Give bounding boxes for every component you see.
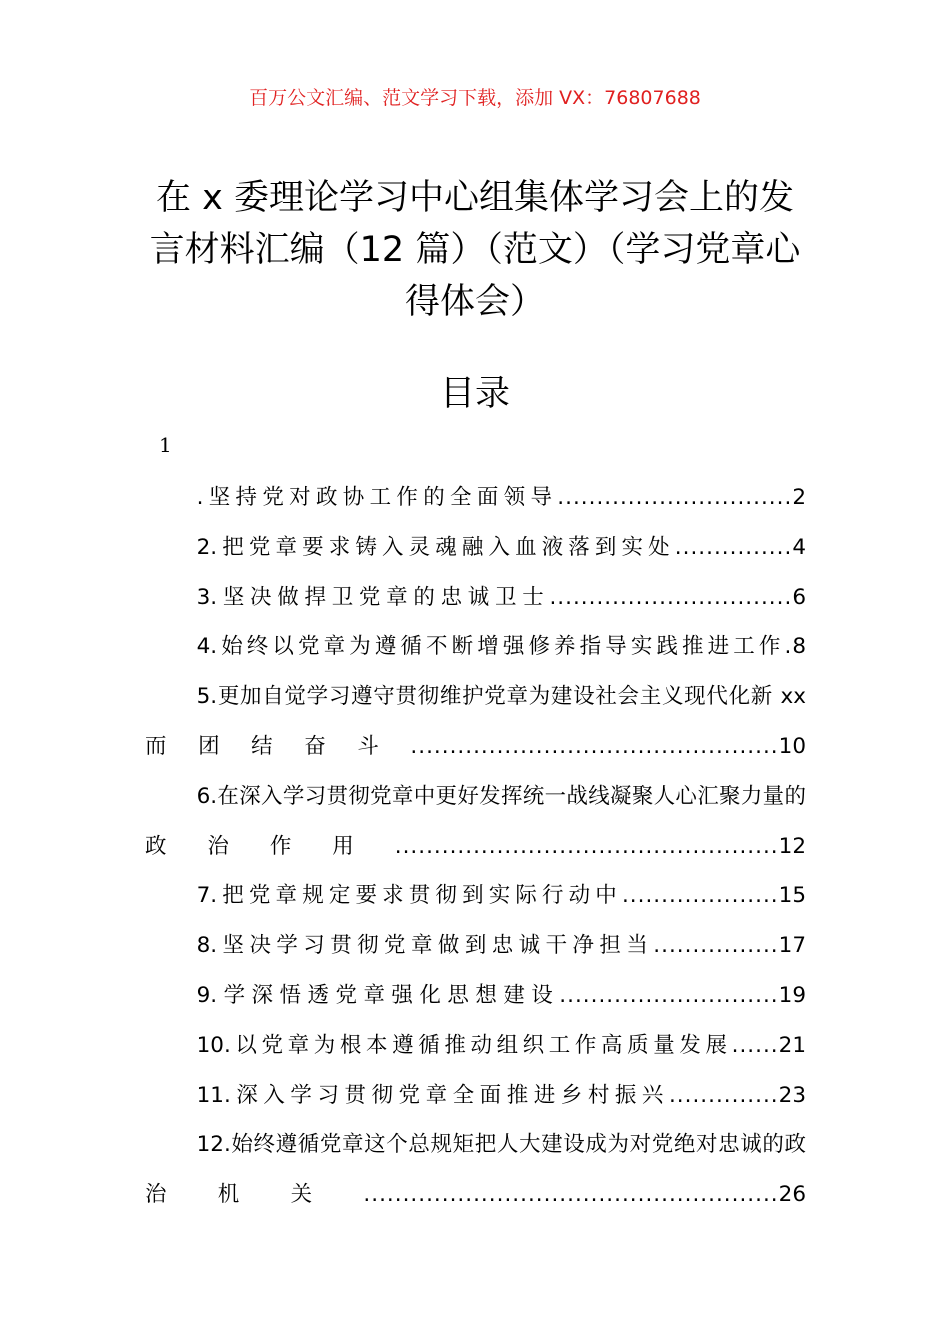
toc-leader-dots: ................................................. <box>394 833 779 859</box>
toc-entry-page: 12 <box>778 833 806 859</box>
toc-entry-12[interactable] <box>145 1120 806 1220</box>
toc-entry-page: 8 <box>792 634 806 660</box>
toc-entry-label: 8.坚决学习贯彻党章做到忠诚干净担当 <box>196 933 654 959</box>
table-of-contents <box>145 473 806 1220</box>
toc-leader-dots: .............. <box>668 1082 779 1108</box>
toc-entry-11[interactable] <box>145 1071 806 1121</box>
toc-entry-label: 3.坚决做捍卫党章的忠诚卫士 <box>196 584 550 610</box>
toc-entry-7[interactable] <box>145 871 806 921</box>
toc-entry-label: 2.把党章要求铸入灵魂融入血液落到实处 <box>196 534 675 560</box>
toc-leader-dots: ................ <box>653 933 779 959</box>
toc-entry-page: 10 <box>778 733 806 759</box>
toc-entry-3[interactable] <box>145 573 806 623</box>
toc-leader-dots: ............... <box>674 534 793 560</box>
toc-entry-label: 6.在深入学习贯彻党章中更好发挥统一战线凝聚人心汇聚力量的政治作用 <box>145 783 806 859</box>
toc-entry-page: 15 <box>778 883 806 909</box>
toc-entry-page: 23 <box>778 1082 806 1108</box>
toc-entry-label: 12.始终遵循党章这个总规矩把人大建设成为对党绝对忠诚的政治机关 <box>145 1132 806 1208</box>
toc-leader-dots: .............................. <box>557 485 793 510</box>
toc-entry-10[interactable] <box>145 1021 806 1071</box>
toc-leader-dots: ............................ <box>559 982 779 1008</box>
toc-entry-label: 4.始终以党章为遵循不断增强修养指导实践推进工作 <box>196 634 785 660</box>
toc-entry-5[interactable] <box>145 672 806 772</box>
toc-entry-1[interactable] <box>145 473 806 523</box>
toc-leader-dots: ..................................................... <box>363 1182 779 1208</box>
toc-heading: 目录 <box>439 374 510 414</box>
toc-entry-8[interactable] <box>145 921 806 971</box>
toc-entry-label: 11.深入学习贯彻党章全面推进乡村振兴 <box>196 1082 669 1108</box>
toc-entry-page: 17 <box>778 933 806 959</box>
toc-entry-6[interactable] <box>145 772 806 872</box>
toc-entry-page: 2 <box>792 485 806 510</box>
toc-leader-dots: . <box>784 634 793 660</box>
toc-entry-label: 10.以党章为根本遵循推动组织工作高质量发展 <box>196 1032 732 1058</box>
toc-entry-page: 6 <box>792 584 806 610</box>
toc-entry-label: 7.把党章规定要求贯彻到实际行动中 <box>196 883 622 909</box>
toc-entry-label: 9.学深悟透党章强化思想建设 <box>196 982 560 1008</box>
document-title: 在 x 委理论学习中心组集体学习会上的发言材料汇编（12 篇）（范文）（学习党章心得体会） <box>149 178 801 322</box>
toc-leader-dots: ............................... <box>549 584 793 610</box>
toc-entry-page: 26 <box>778 1182 806 1208</box>
toc-entry-2[interactable] <box>145 523 806 573</box>
toc-entry-label: .坚持党对政协工作的全面领导 <box>196 485 558 510</box>
toc-entry-label: 5.更加自觉学习遵守贯彻维护党章为建设社会主义现代化新 xx 而团结奋斗 <box>145 684 806 759</box>
toc-leader-dots: .................... <box>621 883 779 909</box>
toc-entry-4[interactable] <box>145 622 806 672</box>
toc-leader-dots: ...... <box>731 1032 779 1058</box>
toc-entry-page: 21 <box>778 1032 806 1058</box>
header-note: 百万公文汇编、范文学习下载，添加 VX：76807688 <box>249 87 701 109</box>
toc-entry-9[interactable] <box>145 971 806 1021</box>
stray-page-number: 1 <box>159 433 172 457</box>
toc-entry-page: 19 <box>778 982 806 1008</box>
toc-entry-page: 4 <box>792 534 806 560</box>
toc-leader-dots: ............................................... <box>410 733 779 759</box>
